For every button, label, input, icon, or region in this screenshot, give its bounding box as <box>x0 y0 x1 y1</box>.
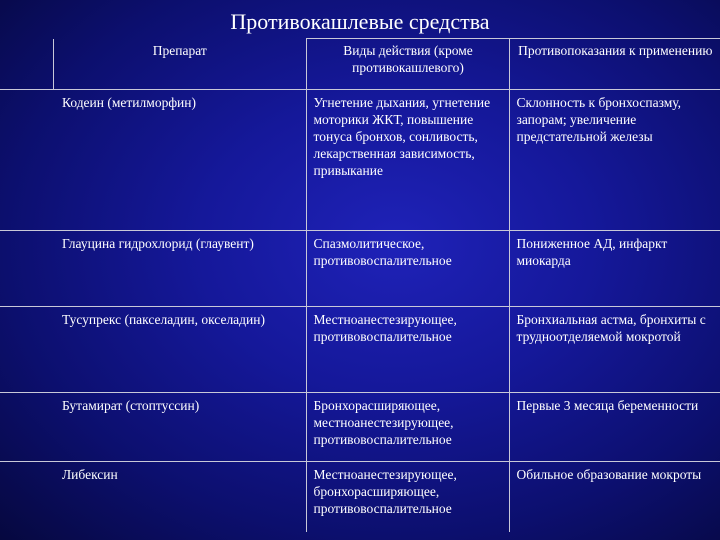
effects-cell: Местноанестезирующее, бронхорасширяющее, противовоспалительное <box>306 462 509 532</box>
table-row <box>0 462 720 532</box>
drug-name-cell: Либексин <box>0 462 306 532</box>
contraindications-cell: Пониженное АД, инфаркт миокарда <box>509 231 720 307</box>
slide-title <box>0 8 720 36</box>
table-row <box>0 393 720 462</box>
header-effects: Виды действия (кроме противокашлевого) <box>306 39 509 90</box>
header-drug: Препарат <box>0 39 306 90</box>
drug-name-cell: Глауцина гидрохлорид (глаувент) <box>0 231 306 307</box>
slide-title-text: Противокашлевые средства <box>230 9 490 34</box>
antitussive-table <box>0 38 720 532</box>
table-row <box>0 90 720 231</box>
effects-cell: Спазмолитическое, противовоспалительное <box>306 231 509 307</box>
drug-name-cell: Кодеин (метилморфин) <box>0 90 306 231</box>
contraindications-cell: Склонность к бронхоспазму, запорам; увеличение предстательной железы <box>509 90 720 231</box>
effects-cell: Бронхорасширяющее, местноанестезирующее, противовоспалительное <box>306 393 509 462</box>
effects-cell: Местноанестезирующее, противовоспалительное <box>306 307 509 393</box>
drug-name-cell: Бутамират (стоптуссин) <box>0 393 306 462</box>
contraindications-cell: Обильное образование мокроты <box>509 462 720 532</box>
table-row <box>0 231 720 307</box>
contraindications-cell: Бронхиальная астма, бронхиты с трудноотделяемой мокротой <box>509 307 720 393</box>
table-header-row <box>0 39 720 90</box>
contraindications-cell: Первые 3 месяца беременности <box>509 393 720 462</box>
header-contraindications: Противопоказания к применению <box>509 39 720 90</box>
table-row <box>0 307 720 393</box>
effects-cell: Угнетение дыхания, угнетение моторики ЖКТ, повышение тонуса бронхов, сонливость, лекарственная зависимость, привыкание <box>306 90 509 231</box>
drug-name-cell: Тусупрекс (пакселадин, окселадин) <box>0 307 306 393</box>
